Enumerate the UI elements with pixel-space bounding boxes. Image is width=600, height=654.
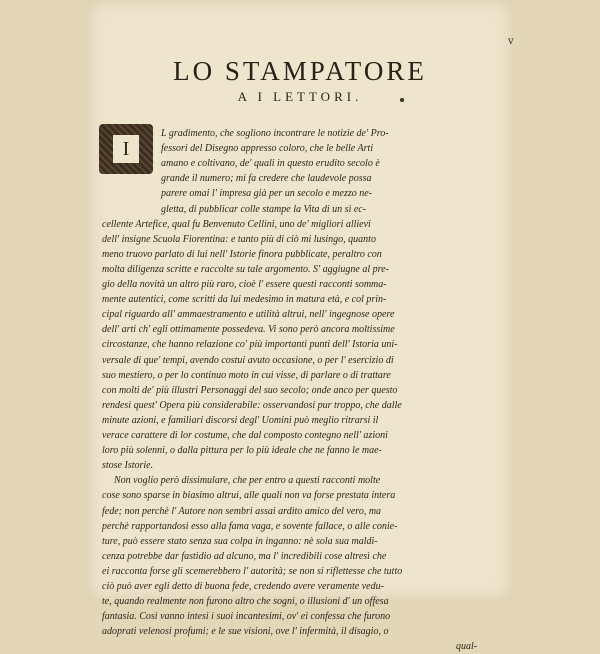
text-line: suo mestiero, o per lo continuo moto in cui visse, di parlare o di trattare (102, 369, 391, 381)
text-line: dell' arti ch' egli ottimamente possedeva. Vi sono però ancora moltissime (102, 324, 395, 336)
text-line: molta diligenza scritte e raccolte su tale argomento. S' aggiugne al pre- (102, 263, 389, 275)
book-page (88, 0, 514, 653)
text-line: versale di que' tempi, avendo costui avuto occasione, o per l' esercizio di (102, 354, 394, 366)
text-line: L gradimento, che sogliono incontrare le notizie de' Pro- (161, 128, 389, 139)
page-title: LO STAMPATORE (173, 56, 427, 86)
page-subtitle: A I LETTORI. (237, 89, 363, 104)
text-line: te, quando realmente non furono altro che sogni, o illusioni d' un offesa (102, 596, 389, 608)
signature-mark: v (508, 36, 514, 47)
text-line: cipal riguardo all' ammaestramento e utilità altrui, nell' ingegnose opere (102, 309, 395, 321)
text-line: Non voglio però dissimulare, che per entro a questi racconti molte (114, 475, 381, 487)
text-line: con molti de' più illustri Personaggi del suo secolo; onde anco per questo (102, 384, 398, 396)
text-line: gletta, di pubblicar colle stampe la Vita di un sì ec- (161, 203, 367, 215)
text-line: fede; non perchè l' Autore non sembri assai ardito amico del vero, ma (102, 505, 382, 517)
drop-cap-ornament (99, 124, 153, 174)
text-line: gio della novità un altro più raro, cioè l' essere questi racconti somma- (102, 279, 387, 290)
drop-cap-letter: I (113, 135, 139, 163)
text-line: circostanze, che hanno relazione co' più importanti punti dell' Istoria uni- (102, 339, 398, 351)
text-line: amano e coltivano, de' quali in questo erudito secolo è (161, 158, 380, 170)
text-line: perchè rapportandosi esso alla fama vaga, e sovente fallace, o alle conie- (102, 520, 398, 532)
text-line: ture, può essere stato senza sua colpa in inganno: nè sola sua maldi- (102, 535, 378, 547)
text-line: grande il numero; mi fa credere che laudevole possa (161, 173, 372, 185)
text-line: cose sono sparse in biasimo altrui, alle quali non va forse prestata intera (102, 490, 396, 502)
text-line: mente autentici, come scritti da lui medesimo in matura età, e col prin- (102, 294, 387, 306)
text-line: cellente Artefice, qual fu Benvenuto Cellini, uno de' migliori allievi (102, 218, 371, 230)
text-line: ciò può aver egli detto di buona fede, credendo avere veramente vedu- (102, 581, 384, 592)
text-line: qual- (456, 641, 478, 653)
text-line: loro più solenni, o dalla pittura per lo più ideale che ne fanno le mae- (102, 445, 382, 457)
text-line: adoprati velenosi profumi; e le sue visioni, ove l' infermità, il disagio, o (102, 626, 389, 638)
text-line: fessori del Disegno appresso coloro, che le belle Arti (161, 143, 374, 155)
text-line: stose Istorie. (102, 460, 154, 472)
text-line: cenza potrebbe dar fastidio ad alcuno, ma l' incredibili cose altresì che (102, 550, 387, 562)
text-line: parere omai l' impresa già per un secolo e mezzo ne- (161, 188, 372, 200)
ornament-dot (400, 98, 404, 102)
text-line: rendesi quest' Opera più considerabile: osservandosi pur troppo, che dalle (102, 399, 402, 411)
text-line: ei racconta forse gli scemerebbero l' autorità; se non si riflettesse che tutto (102, 565, 403, 577)
text-line: fantasia. Così vanno intesi i suoi incantesimi, ov' ei confessa che furono (102, 611, 391, 623)
text-line: meno truovo parlato di lui nell' Istorie finora pubblicate, peraltro con (102, 248, 382, 260)
text-line: minute azioni, e familiari discorsi degl' Uomini può meglio ritrarsi il (102, 414, 379, 426)
text-line: dell' insigne Scuola Fiorentina: e tanto più di ciò mi lusingo, quanto (102, 233, 376, 245)
text-line: verace carattere di lor costume, che dal composto contegno nell' azioni (102, 430, 388, 441)
